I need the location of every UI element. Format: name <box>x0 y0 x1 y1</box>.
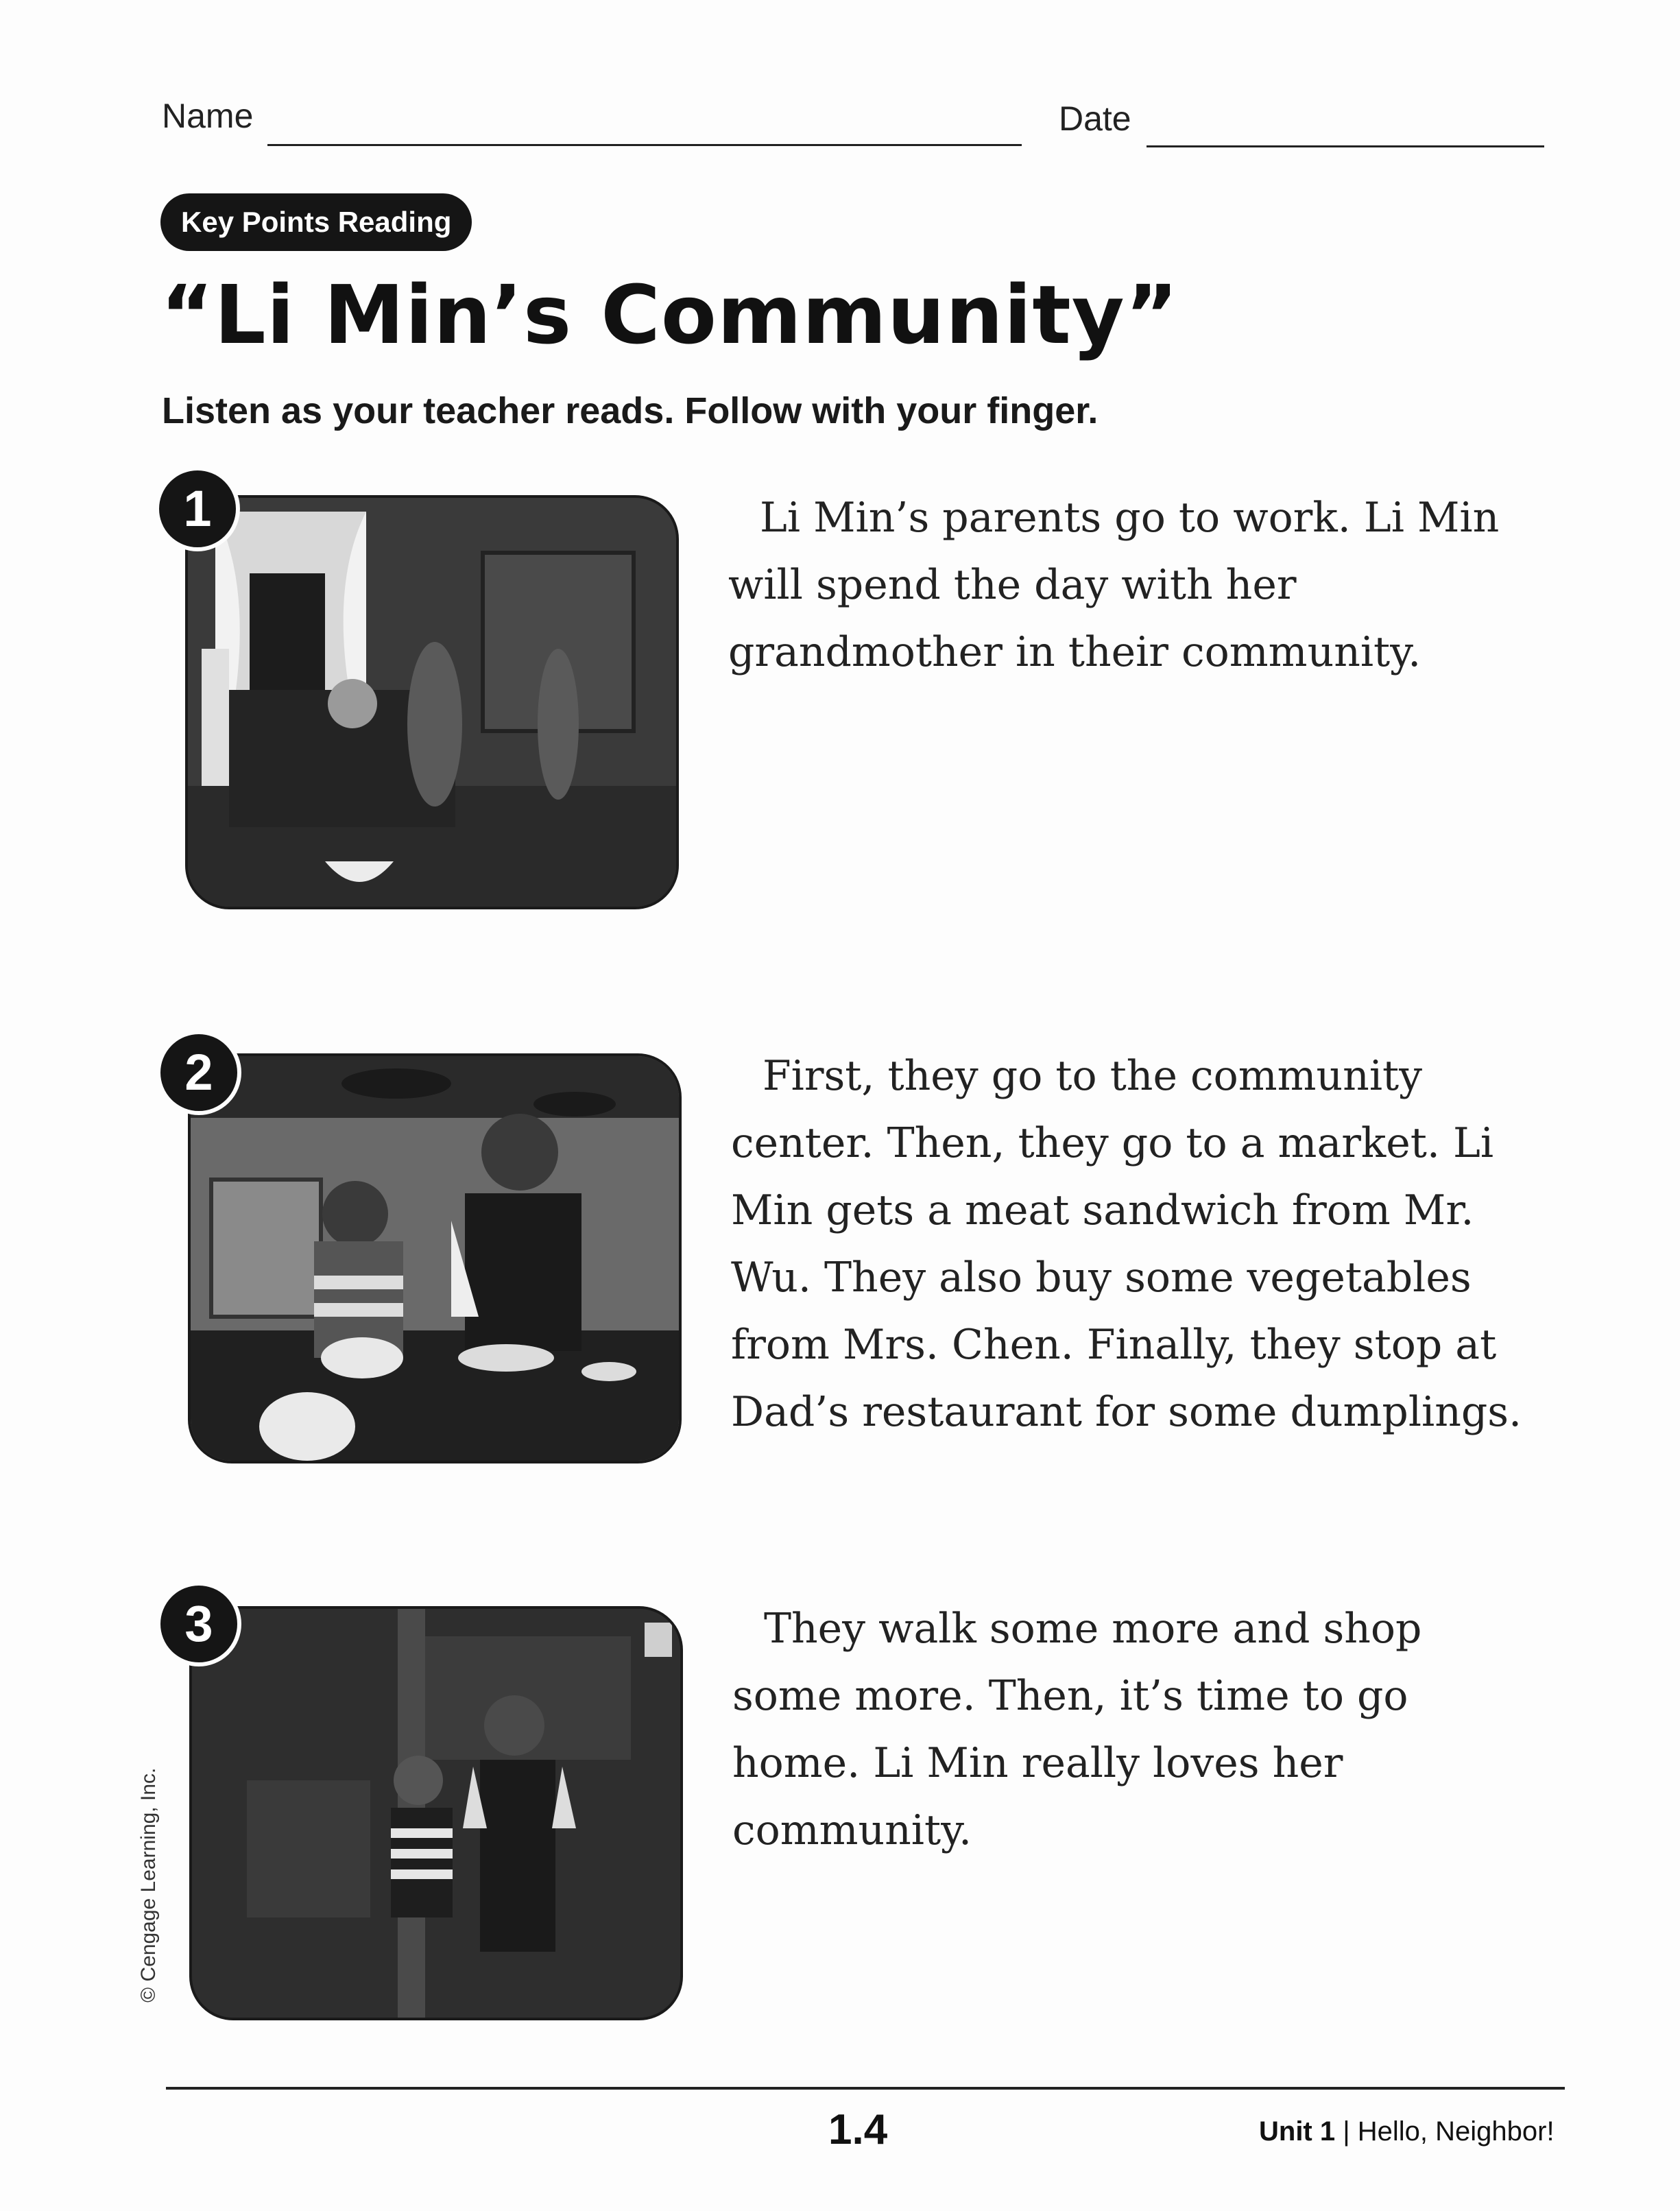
instruction-text: Listen as your teacher reads. Follow with your finger. <box>162 390 1099 431</box>
date-field-line[interactable] <box>1147 145 1544 147</box>
page-number: 1.4 <box>828 2106 888 2153</box>
panel-number-2: 2 <box>156 1030 241 1115</box>
name-field-line[interactable] <box>267 144 1022 146</box>
illustration-3 <box>189 1606 683 2020</box>
unit-label <box>1259 2116 1555 2147</box>
copyright-notice: © Cengage Learning, Inc. <box>137 1767 160 2003</box>
story-text-3: They walk some more and shop some more. Then, it’s time to go home. Li Min really loves her community. <box>732 1605 1422 1854</box>
illustration-2 <box>188 1053 682 1463</box>
unit-separator: | <box>1343 2116 1350 2147</box>
name-label: Name <box>162 97 254 135</box>
story-text-1: Li Min’s parents go to work. Li Min will spend the day with her grandmother in their community. <box>728 494 1500 676</box>
panel-number-1: 1 <box>155 466 240 551</box>
illustration-1 <box>185 495 679 909</box>
footer-rule <box>166 2087 1565 2090</box>
date-label: Date <box>1059 99 1131 138</box>
key-points-badge: Key Points Reading <box>160 193 472 251</box>
unit-title: Hello, Neighbor! <box>1357 2116 1555 2147</box>
page-title: “Li Min’s Community” <box>160 267 1179 362</box>
unit-number: Unit 1 <box>1259 2116 1336 2147</box>
panel-number-3: 3 <box>156 1581 241 1666</box>
story-text-2: First, they go to the community center. Then, they go to a market. Li Min gets a meat sandwich from Mr. Wu. They also buy some vegetables from Mrs. Chen. Finally, they stop at Dad’s restaurant for some dumplings. <box>731 1052 1522 1436</box>
